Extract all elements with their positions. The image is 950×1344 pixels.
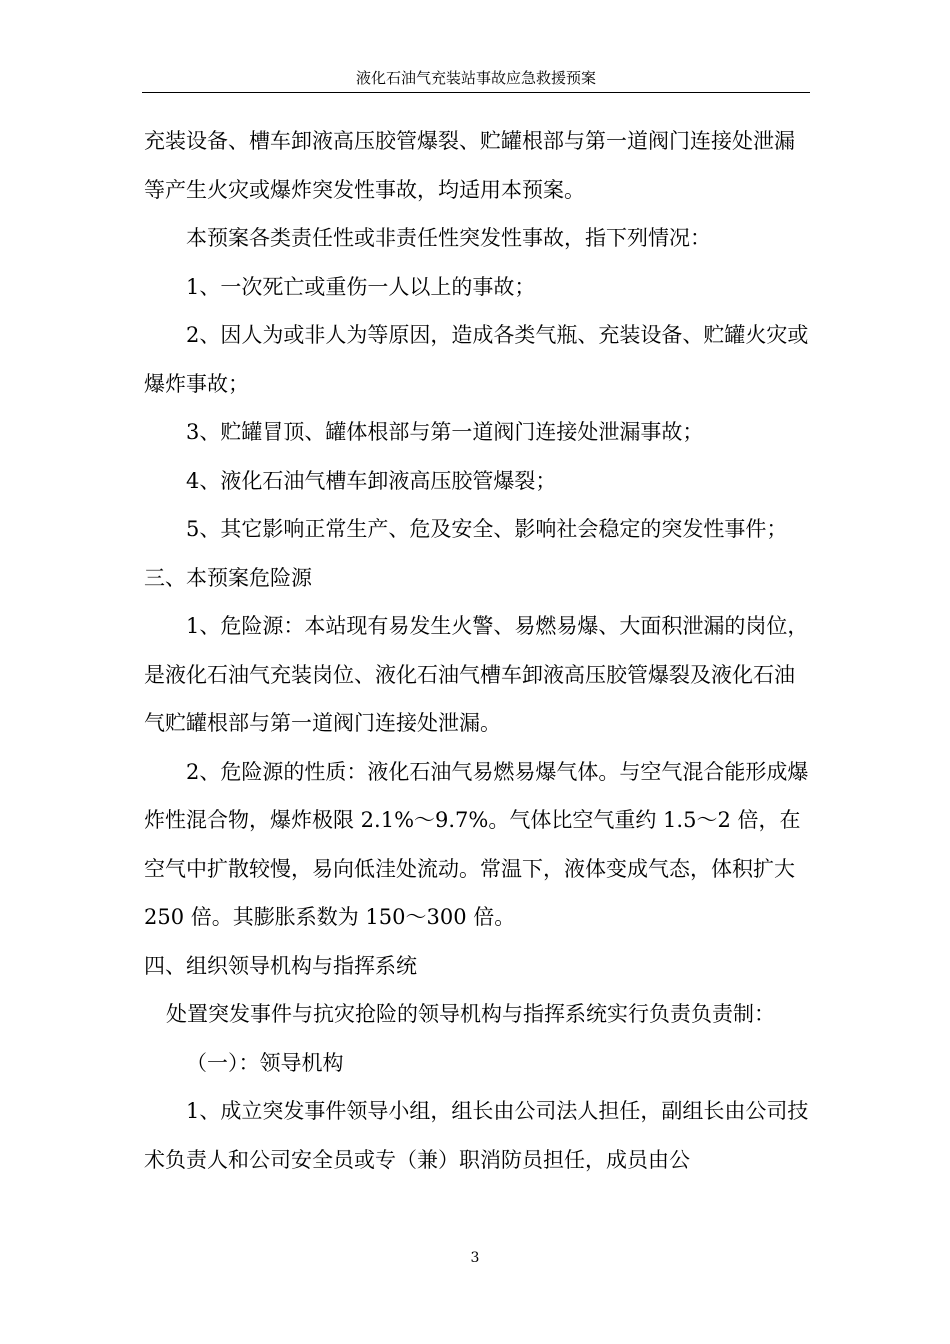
paragraph: 充装设备、槽车卸液高压胶管爆裂、贮罐根部与第一道阀门连接处泄漏等产生火灾或爆炸突发性事故，均适用本预案。 — [144, 129, 795, 202]
paragraph: 2、危险源的性质：液化石油气易燃易爆气体。与空气混合能形成爆炸性混合物，爆炸极限 2.1%～9.7%。气体比空气重约 1.5～2 倍，在空气中扩散较慢，易向低洼处流动。常温下，液体变成气态，体积扩大 250 倍。其膨胀系数为 150～300 倍。 — [144, 759, 809, 929]
page-number: 3 — [470, 1250, 480, 1266]
paragraph: 1、成立突发事件领导小组，组长由公司法人担任，副组长由公司技术负责人和公司安全员或专（兼）职消防员担任，成员由公 — [144, 1099, 809, 1172]
header-rule — [142, 92, 810, 93]
section-heading: 四、组织领导机构与指挥系统 — [144, 953, 417, 978]
paragraph: 处置突发事件与抗灾抢险的领导机构与指挥系统实行负责负责制： — [166, 1002, 775, 1026]
paragraph: 3、贮罐冒顶、罐体根部与第一道阀门连接处泄漏事故； — [186, 420, 704, 444]
paragraph: 1、危险源：本站现有易发生火警、易燃易爆、大面积泄漏的岗位，是液化石油气充装岗位、液化石油气槽车卸液高压胶管爆裂及液化石油气贮罐根部与第一道阀门连接处泄漏。 — [144, 614, 809, 735]
paragraph: 1、一次死亡或重伤一人以上的事故； — [186, 274, 536, 299]
section-heading: 三、本预案危险源 — [144, 565, 312, 590]
page-header: 液化石油气充装站事故应急救援预案 — [355, 69, 596, 87]
paragraph: 2、因人为或非人为等原因，造成各类气瓶、充装设备、贮罐火灾或爆炸事故； — [144, 323, 809, 396]
paragraph: 4、液化石油气槽车卸液高压胶管爆裂； — [186, 468, 557, 493]
document-body — [144, 117, 810, 1184]
paragraph: （一）：领导机构 — [186, 1050, 344, 1075]
paragraph: 5、其它影响正常生产、危及安全、影响社会稳定的突发性事件； — [186, 517, 788, 541]
paragraph: 本预案各类责任性或非责任性突发性事故，指下列情况： — [186, 226, 711, 250]
